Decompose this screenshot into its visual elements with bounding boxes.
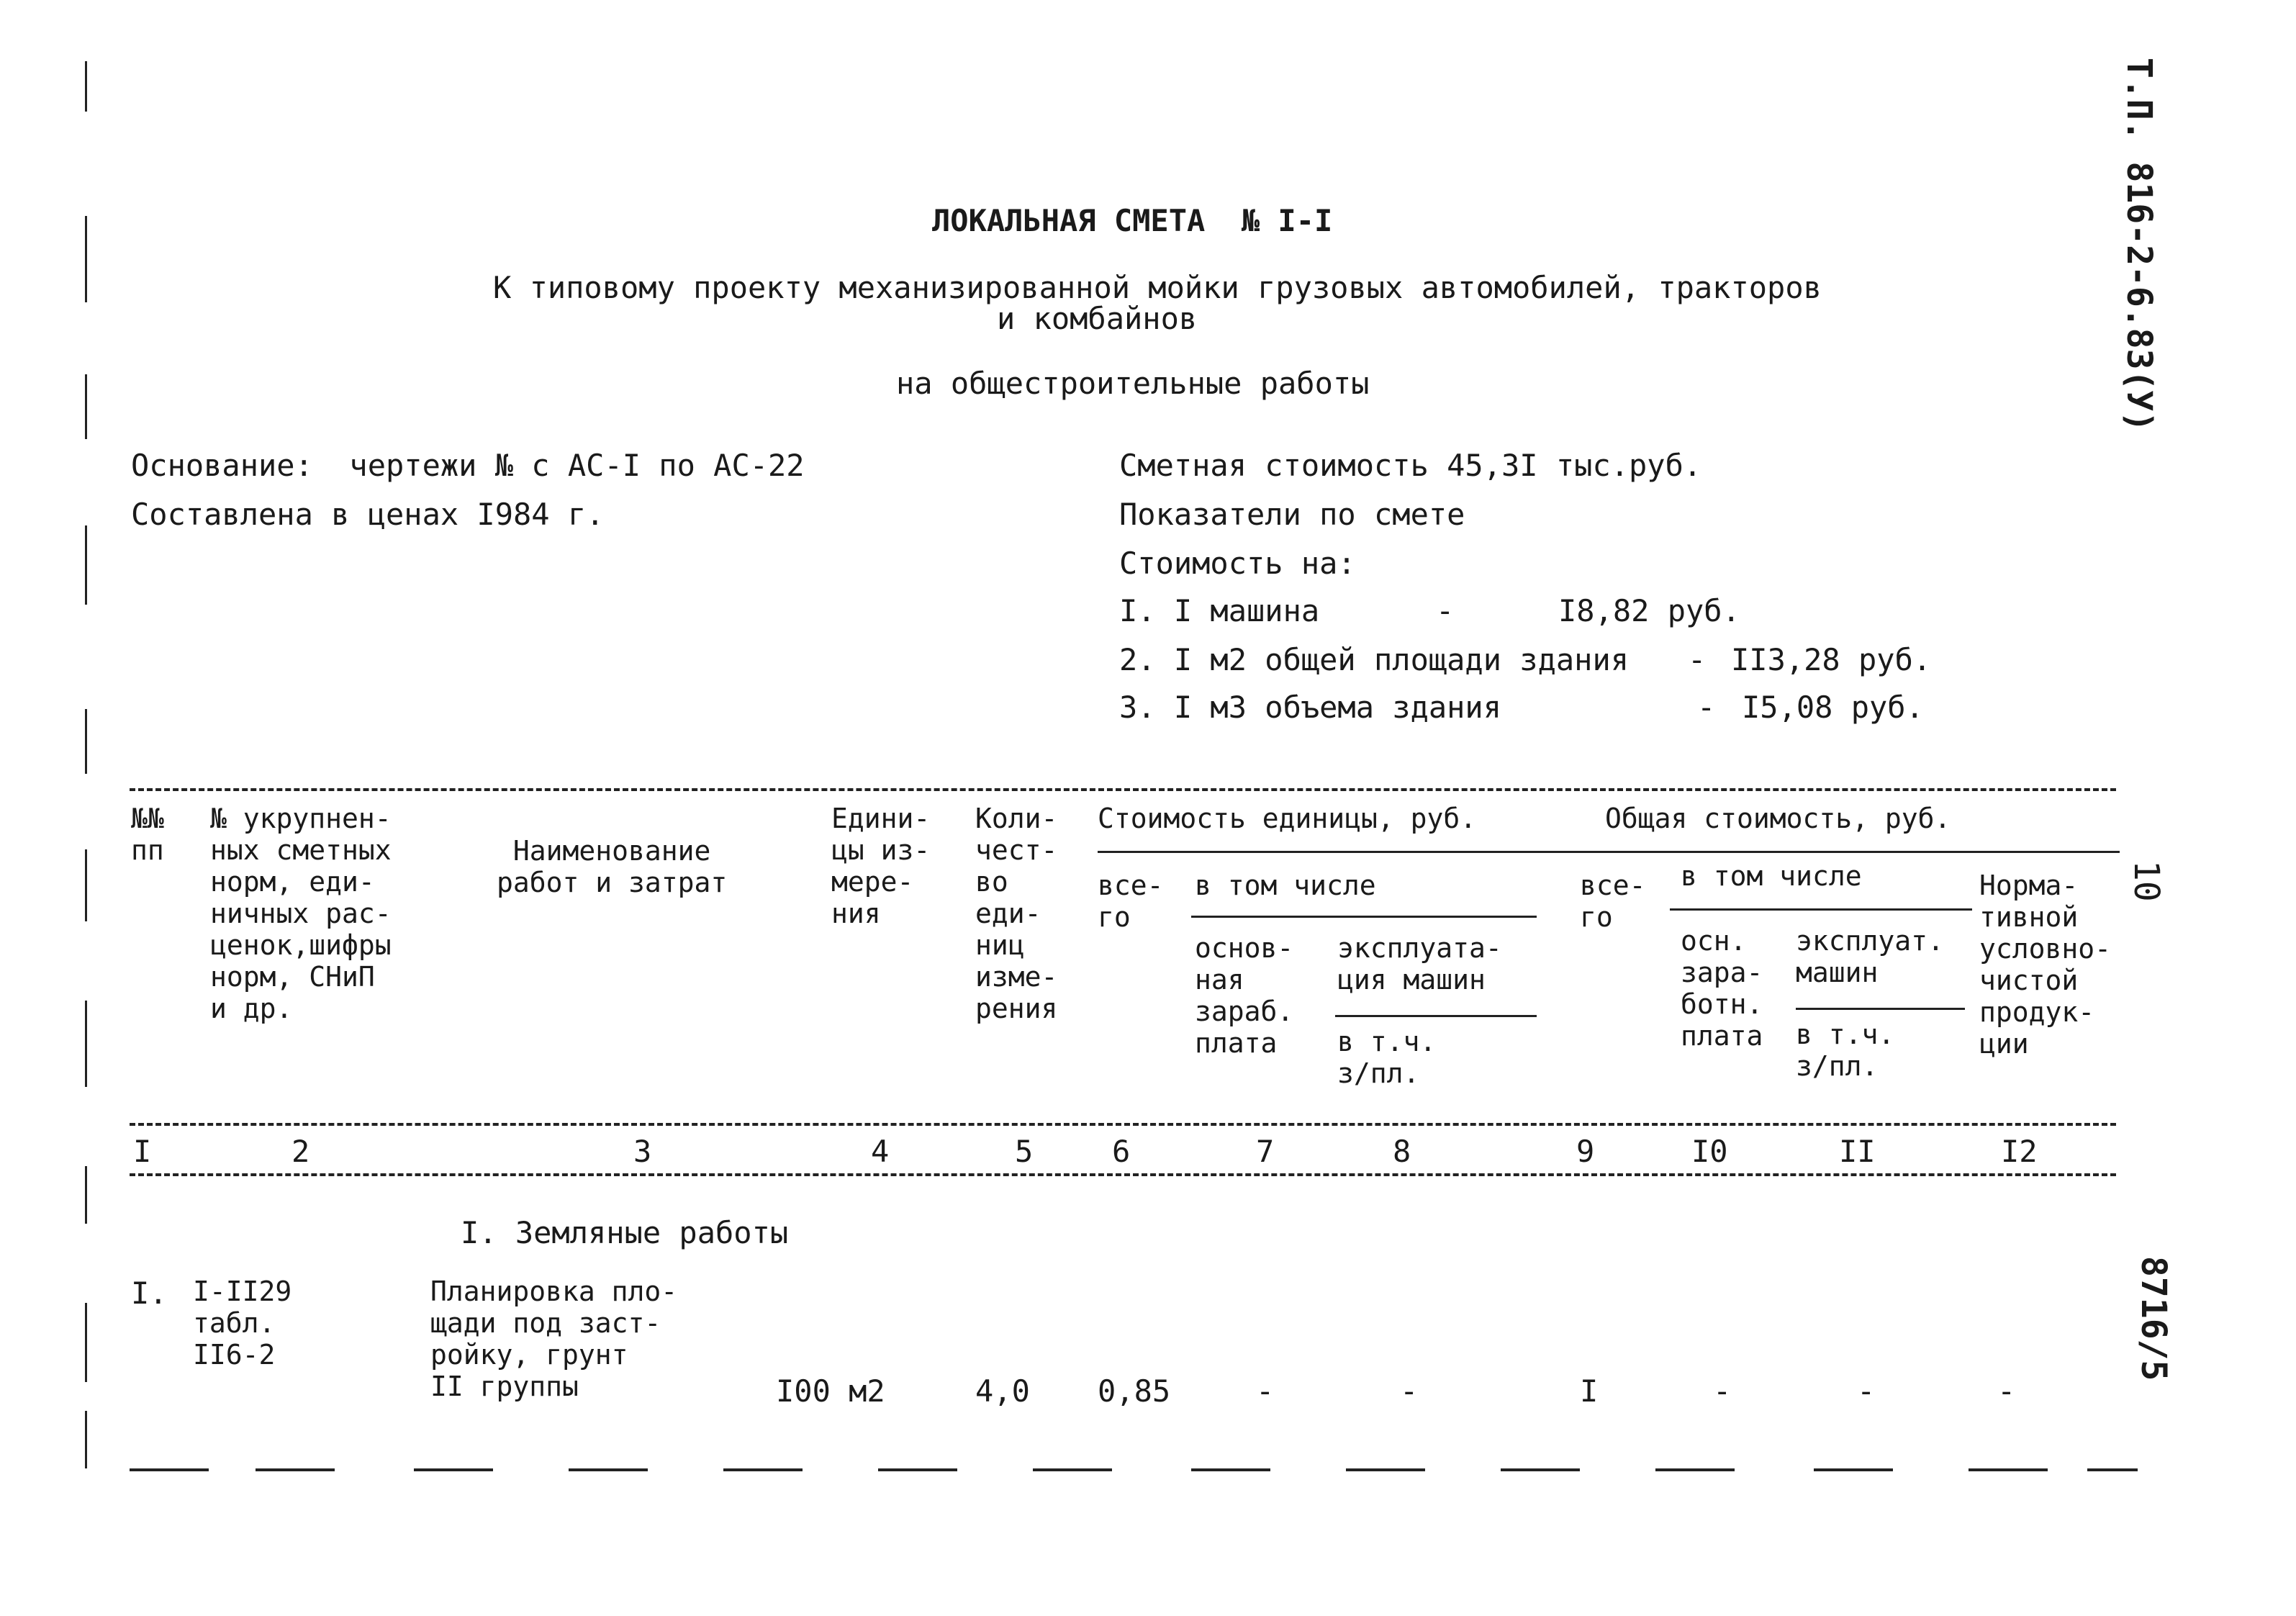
bottom-rule-segment xyxy=(130,1468,209,1471)
table-top-rule xyxy=(130,788,2116,791)
estimated-cost: Сметная стоимость 45,3I тыс.руб. xyxy=(1119,448,1702,483)
bottom-rule-segment xyxy=(878,1468,957,1471)
header-total-wage: осн. зара- ботн. плата xyxy=(1681,925,1763,1052)
row-norm-code: I-II29 табл. II6-2 xyxy=(193,1276,292,1371)
header-total-machines-wage: в т.ч. з/пл. xyxy=(1796,1019,1895,1082)
bottom-rule-segment xyxy=(1346,1468,1425,1471)
column-number: II xyxy=(1839,1134,1876,1169)
subtitle-line-2: и комбайнов xyxy=(997,301,1198,336)
margin-mark xyxy=(85,61,87,112)
margin-mark xyxy=(85,1411,87,1468)
header-unit: Едини- цы из- мере- ния xyxy=(831,803,931,929)
indicator-dash: - xyxy=(1436,593,1455,628)
margin-mark xyxy=(85,374,87,439)
unit-mach-sub-rule xyxy=(1335,1015,1537,1017)
row-number: I. xyxy=(131,1276,168,1311)
column-number: 2 xyxy=(291,1134,310,1169)
column-number: I2 xyxy=(2001,1134,2038,1169)
header-unit-wage: основ- ная зараб. плата xyxy=(1195,932,1294,1059)
indicator-dash: - xyxy=(1688,642,1707,677)
margin-mark xyxy=(85,1166,87,1224)
bottom-rule-segment xyxy=(2087,1468,2138,1471)
group-header-rule xyxy=(1098,851,2120,853)
margin-mark xyxy=(85,1303,87,1382)
row-unit-machines: - xyxy=(1400,1373,1419,1409)
unit-incl-rule xyxy=(1191,916,1537,918)
indicator-value: II3,28 руб. xyxy=(1731,642,1932,677)
indicator-dash: - xyxy=(1697,690,1716,725)
row-total: I xyxy=(1580,1373,1599,1409)
row-total-wage: - xyxy=(1713,1373,1732,1409)
row-normative-product: - xyxy=(1997,1373,2016,1409)
header-quantity: Коли- чест- во еди- ниц изме- рения xyxy=(975,803,1058,1024)
column-number: 7 xyxy=(1256,1134,1275,1169)
project-code-stamp: Т.П. 816-2-6.83(У) xyxy=(2119,58,2159,433)
bottom-rule-segment xyxy=(1969,1468,2048,1471)
total-mach-sub-rule xyxy=(1796,1008,1965,1010)
column-number-rule xyxy=(130,1173,2116,1176)
column-number: 4 xyxy=(871,1134,890,1169)
row-quantity: 4,0 xyxy=(975,1373,1030,1409)
margin-mark xyxy=(85,216,87,302)
row-work-name: Планировка пло- щади под заст- ройку, грунт II группы xyxy=(430,1276,678,1402)
column-number: 3 xyxy=(633,1134,652,1169)
row-unit: I00 м2 xyxy=(776,1373,885,1409)
column-number: 9 xyxy=(1576,1134,1595,1169)
header-total: все- го xyxy=(1580,870,1646,933)
section-heading: I. Земляные работы xyxy=(461,1215,789,1250)
header-norm-code: № укрупнен- ных сметных норм, еди- ничных рас- ценок,шифры норм, СНиП и др. xyxy=(210,803,392,1024)
bottom-rule-segment xyxy=(569,1468,648,1471)
work-scope: на общестроительные работы xyxy=(896,366,1370,401)
bottom-rule-segment xyxy=(1501,1468,1580,1471)
indicator-label: 2. I м2 общей площади здания xyxy=(1119,642,1630,677)
header-unit-cost-group: Стоимость единицы, руб. xyxy=(1098,803,1477,834)
header-unit-total: все- го xyxy=(1098,870,1164,933)
column-number: 8 xyxy=(1393,1134,1411,1169)
column-number: 5 xyxy=(1015,1134,1034,1169)
subtitle-line-1: К типовому проекту механизированной мойки грузовых автомобилей, тракторов xyxy=(493,270,1822,305)
margin-mark xyxy=(85,1001,87,1087)
header-total-including: в том числе xyxy=(1681,860,1862,892)
bottom-rule-segment xyxy=(414,1468,493,1471)
header-unit-machines-wage: в т.ч. з/пл. xyxy=(1337,1026,1437,1089)
header-normative-product: Норма- тивной условно- чистой продук- ции xyxy=(1979,870,2112,1060)
header-unit-machines: эксплуата- ция машин xyxy=(1337,932,1502,996)
column-number: I0 xyxy=(1691,1134,1728,1169)
bottom-rule-segment xyxy=(1814,1468,1893,1471)
row-unit-total: 0,85 xyxy=(1098,1373,1171,1409)
indicator-label: 3. I м3 объема здания xyxy=(1119,690,1502,725)
row-unit-wage: - xyxy=(1256,1373,1275,1409)
header-unit-including: в том числе xyxy=(1195,870,1376,901)
document-title: ЛОКАЛЬНАЯ СМЕТА № I-I xyxy=(932,203,1333,238)
bottom-rule-segment xyxy=(723,1468,803,1471)
basis-line: Основание: чертежи № с АС-I по АС-22 xyxy=(131,448,805,483)
margin-mark xyxy=(85,525,87,605)
cost-for-label: Стоимость на: xyxy=(1119,546,1356,581)
archive-number-stamp: 8716/5 xyxy=(2133,1256,2174,1381)
bottom-rule-segment xyxy=(1033,1468,1112,1471)
bottom-rule-segment xyxy=(1655,1468,1735,1471)
row-total-machines: - xyxy=(1857,1373,1876,1409)
margin-mark xyxy=(85,849,87,921)
column-number: I xyxy=(133,1134,152,1169)
header-total-machines: эксплуат. машин xyxy=(1796,925,1944,988)
indicator-label: I. I машина xyxy=(1119,593,1320,628)
indicator-value: I5,08 руб. xyxy=(1742,690,1924,725)
indicators-title: Показатели по смете xyxy=(1119,497,1465,532)
margin-mark xyxy=(85,709,87,774)
header-work-name: Наименование работ и затрат xyxy=(497,835,728,898)
page-number: 10 xyxy=(2126,860,2166,902)
indicator-value: I8,82 руб. xyxy=(1558,593,1740,628)
bottom-rule-segment xyxy=(256,1468,335,1471)
header-row-number: №№ пп xyxy=(131,803,164,866)
total-incl-rule xyxy=(1670,908,1972,911)
column-number: 6 xyxy=(1112,1134,1131,1169)
bottom-rule-segment xyxy=(1191,1468,1270,1471)
header-total-cost-group: Общая стоимость, руб. xyxy=(1605,803,1951,834)
header-bottom-rule xyxy=(130,1123,2116,1126)
prices-line: Составлена в ценах I984 г. xyxy=(131,497,605,532)
